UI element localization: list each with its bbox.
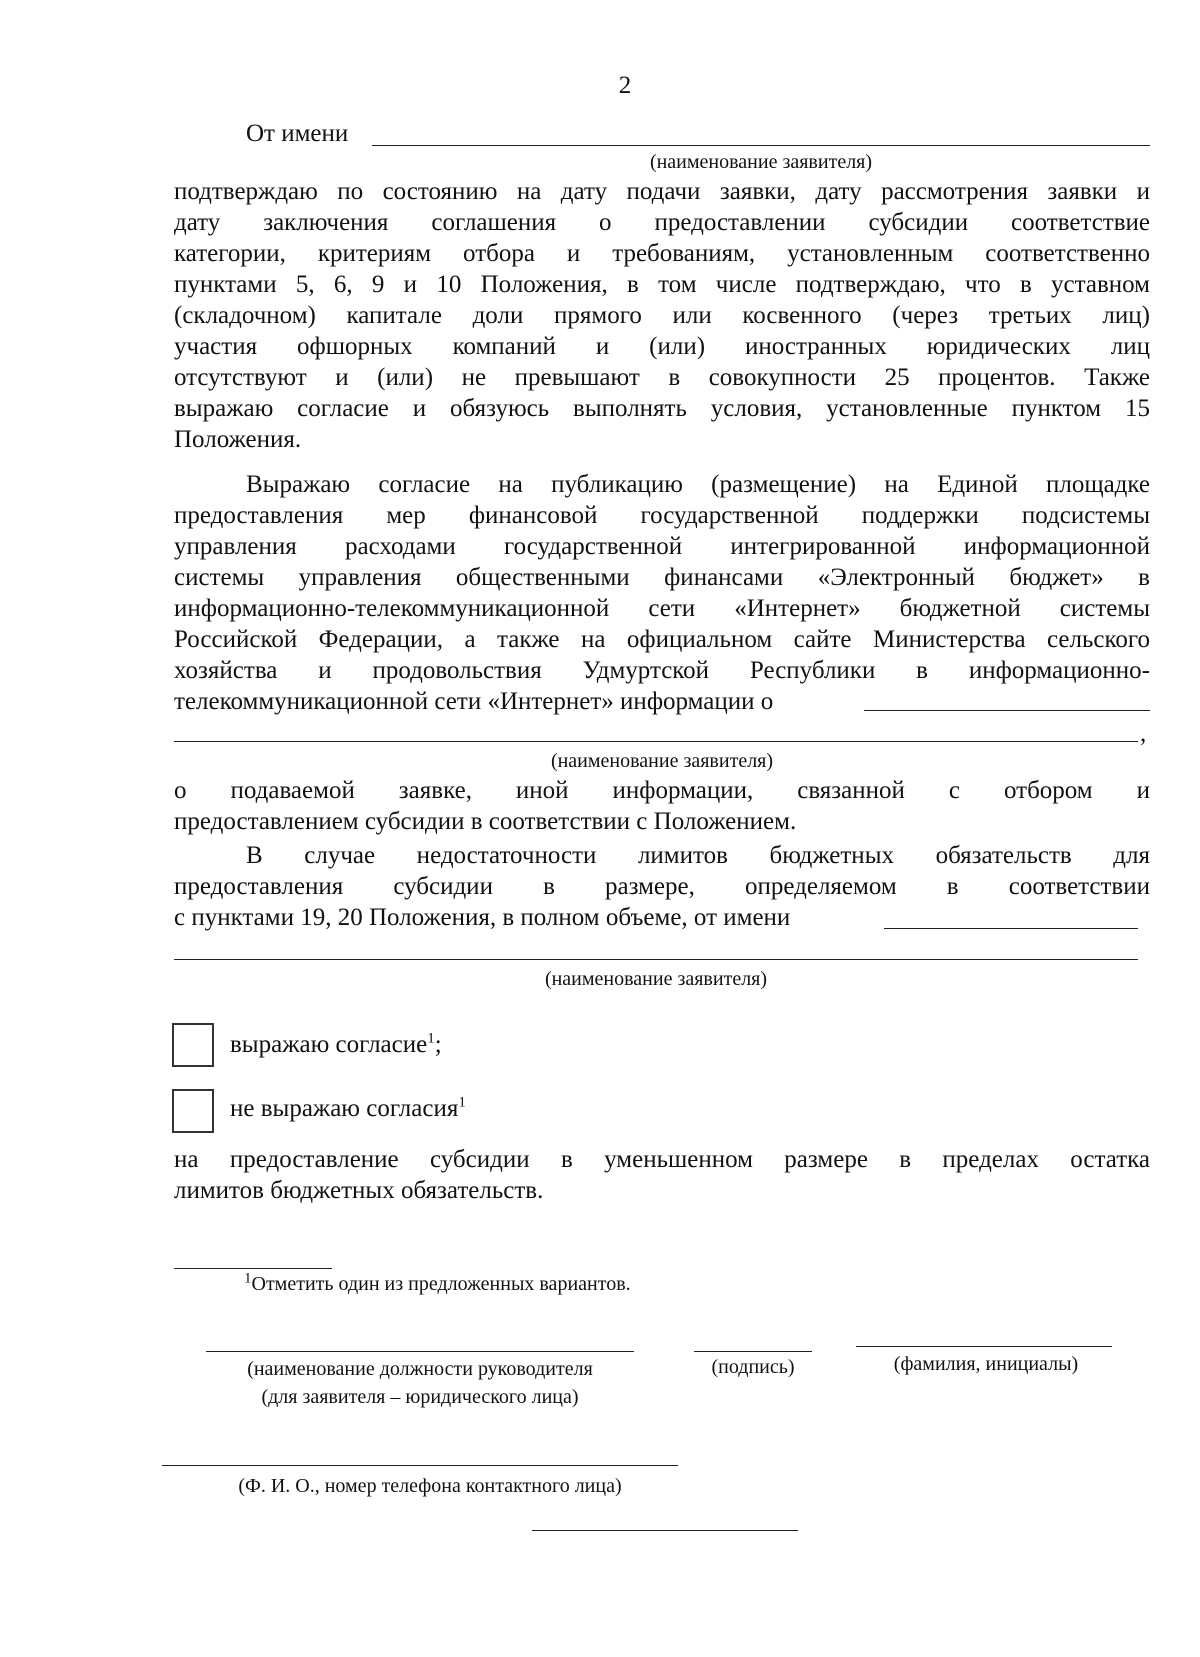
page-number: 2 bbox=[618, 72, 632, 99]
consent-option-label bbox=[230, 1029, 442, 1060]
text-line: хозяйства и продовольствия Удмуртской Республики в информационно- bbox=[174, 657, 1150, 684]
text-line: пунктами 5, 6, 9 и 10 Положения, в том числе подтверждаю, что в уставном bbox=[174, 271, 1150, 298]
applicant-name-blank-2[interactable] bbox=[174, 741, 1138, 742]
text-line: предоставления мер финансовой государственной поддержки подсистемы bbox=[174, 502, 1150, 529]
footnote-mark: 1 bbox=[244, 1270, 252, 1287]
applicant-name-caption-2: (наименование заявителя) bbox=[550, 750, 774, 772]
name-initials-caption: (фамилия, инициалы) bbox=[893, 1353, 1079, 1375]
position-caption bbox=[196, 1357, 644, 1409]
text-line: участия офшорных компаний и (или) иностранных юридических лиц bbox=[174, 333, 1150, 360]
paragraph-confirmation bbox=[174, 176, 1150, 455]
footnote bbox=[244, 1272, 631, 1296]
from-name-lead: От имени bbox=[246, 120, 349, 147]
text-line: телекоммуникационной сети «Интернет» информации о bbox=[174, 688, 774, 715]
text-line: категории, критериям отбора и требованиям, установленным соответственно bbox=[174, 240, 1150, 267]
applicant-name-blank-4[interactable] bbox=[174, 959, 1138, 960]
name-initials-blank[interactable] bbox=[856, 1346, 1112, 1347]
contact-person-caption: (Ф. И. О., номер телефона контактного лица) bbox=[238, 1475, 622, 1497]
footnote-ref: 1 bbox=[427, 1030, 435, 1047]
paragraph-publication-consent bbox=[174, 469, 1150, 717]
text-line: управления расходами государственной интегрированной информационной bbox=[174, 533, 1150, 560]
text-line: подтверждаю по состоянию на дату подачи заявки, дату рассмотрения заявки и bbox=[174, 178, 1150, 205]
paragraph-reduced-subsidy bbox=[174, 1144, 1150, 1206]
contact-person-blank[interactable] bbox=[162, 1465, 678, 1466]
text-line: выражаю согласие и обязуюсь выполнять условия, установленные пунктом 15 bbox=[174, 395, 1150, 422]
text-line: отсутствуют и (или) не превышают в совокупности 25 процентов. Также bbox=[174, 364, 1150, 391]
position-caption-line2: (для заявителя – юридического лица) bbox=[261, 1386, 579, 1408]
footnote-text: Отметить один из предложенных вариантов. bbox=[251, 1273, 631, 1295]
no-consent-checkbox[interactable] bbox=[172, 1089, 214, 1133]
text-line: Российской Федерации, а также на официальном сайте Министерства сельского bbox=[174, 626, 1150, 653]
text-line: В случае недостаточности лимитов бюджетных обязательств для bbox=[246, 842, 1150, 869]
text-line: предоставления субсидии в размере, определяемом в соответствии bbox=[174, 873, 1150, 900]
text-line: Положения. bbox=[174, 426, 302, 453]
text-line: Выражаю согласие на публикацию (размещение) на Единой площадке bbox=[246, 471, 1150, 498]
paragraph-publication-tail bbox=[174, 775, 1150, 837]
applicant-name-caption-3: (наименование заявителя) bbox=[544, 968, 768, 990]
text-line: на предоставление субсидии в уменьшенном размере в пределах остатка bbox=[174, 1146, 1150, 1173]
no-consent-option-label bbox=[230, 1093, 466, 1124]
signature-caption: (подпись) bbox=[711, 1356, 795, 1378]
text-line: дату заключения соглашения о предоставлении субсидии соответствие bbox=[174, 209, 1150, 236]
text-line: (складочном) капитале доли прямого или косвенного (через третьих лиц) bbox=[174, 302, 1150, 329]
footnote-ref: 1 bbox=[458, 1094, 466, 1111]
text-line: предоставлением субсидии в соответствии с Положением. bbox=[174, 808, 797, 835]
text-line: с пунктами 19, 20 Положения, в полном объеме, от имени bbox=[174, 904, 791, 931]
text-line: системы управления общественными финансами «Электронный бюджет» в bbox=[174, 564, 1150, 591]
consent-option-text: выражаю согласие bbox=[230, 1031, 428, 1058]
position-caption-line1: (наименование должности руководителя bbox=[247, 1358, 593, 1380]
consent-option-suffix: ; bbox=[434, 1031, 442, 1058]
publication-info-blank[interactable] bbox=[864, 710, 1150, 711]
closing-line bbox=[532, 1530, 798, 1531]
text-line: о подаваемой заявке, иной информации, связанной с отбором и bbox=[174, 777, 1150, 804]
comma: , bbox=[1140, 720, 1147, 747]
text-line: информационно-телекоммуникационной сети «Интернет» бюджетной системы bbox=[174, 595, 1150, 622]
footnote-separator bbox=[174, 1268, 332, 1269]
applicant-name-blank-3[interactable] bbox=[884, 928, 1138, 929]
paragraph-limits bbox=[174, 840, 1150, 933]
consent-checkbox[interactable] bbox=[172, 1023, 214, 1067]
signature-blank[interactable] bbox=[694, 1351, 812, 1352]
text-line: лимитов бюджетных обязательств. bbox=[174, 1177, 544, 1204]
position-blank[interactable] bbox=[206, 1351, 634, 1352]
no-consent-option-text: не выражаю согласия bbox=[230, 1095, 459, 1122]
applicant-name-blank-1[interactable] bbox=[372, 145, 1150, 146]
applicant-name-caption-1: (наименование заявителя) bbox=[649, 151, 873, 173]
